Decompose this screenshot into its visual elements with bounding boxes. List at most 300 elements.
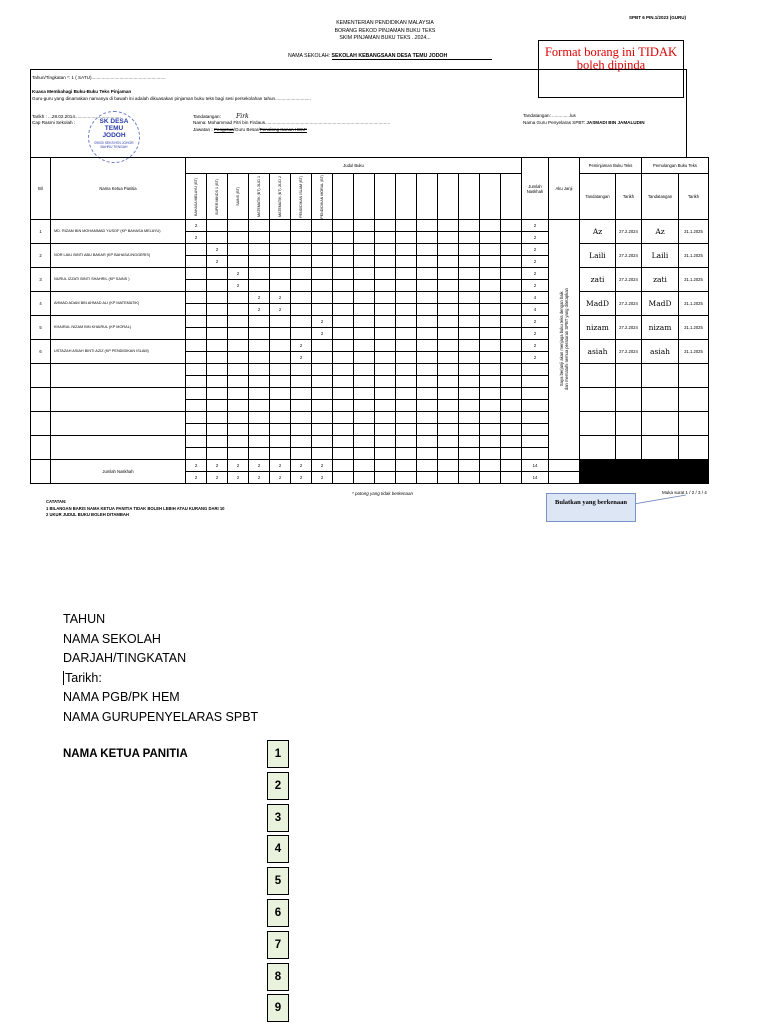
book-qty: [375, 352, 396, 364]
book-qty: [333, 244, 354, 256]
book-header: [375, 174, 396, 220]
book-qty: [291, 256, 312, 268]
row-pinjam-signature: [580, 436, 616, 460]
total-qty: 2: [207, 460, 228, 472]
book-qty: [228, 244, 249, 256]
book-qty: [228, 364, 249, 376]
book-qty: [333, 220, 354, 232]
row-jumlah: [522, 412, 549, 424]
row-bil: 4: [31, 292, 51, 316]
loan-table: [30, 157, 709, 484]
book-qty: [459, 232, 480, 244]
book-qty: [186, 304, 207, 316]
total-qty: 2: [186, 472, 207, 484]
book-qty: [186, 292, 207, 304]
book-qty: [186, 328, 207, 340]
row-pinjam-date: 27.2.2024: [616, 340, 642, 364]
row-pulang-date: 31.1.2025: [679, 292, 709, 316]
book-qty: [459, 268, 480, 280]
book-qty: [396, 400, 417, 412]
book-qty: [228, 232, 249, 244]
book-qty: [375, 220, 396, 232]
total-blank: [31, 460, 51, 484]
book-qty: [312, 304, 333, 316]
book-qty: [228, 424, 249, 436]
book-qty: [207, 364, 228, 376]
signature-left: Firk: [236, 113, 249, 120]
total-qty: [417, 472, 438, 484]
book-qty: [291, 328, 312, 340]
footnote: * potong yang tidak berkenaan: [352, 491, 414, 496]
book-qty: [417, 424, 438, 436]
book-qty: [207, 232, 228, 244]
book-qty: [333, 316, 354, 328]
book-qty: [291, 400, 312, 412]
book-qty: [270, 340, 291, 352]
book-qty: [501, 424, 522, 436]
book-qty: [480, 400, 501, 412]
table-row: [31, 364, 709, 376]
book-qty: [291, 280, 312, 292]
book-qty: [375, 268, 396, 280]
table-row: [31, 220, 709, 232]
row-pulang-date: 31.1.2025: [679, 244, 709, 268]
book-qty: [312, 376, 333, 388]
book-qty: [249, 256, 270, 268]
book-qty: [480, 364, 501, 376]
book-qty: [354, 328, 375, 340]
total-blackout: [642, 472, 679, 484]
book-qty: [438, 316, 459, 328]
book-qty: [186, 340, 207, 352]
row-pinjam-signature: nizam: [580, 316, 616, 340]
book-qty: [291, 448, 312, 460]
row-bil: [31, 364, 51, 388]
book-qty: [459, 220, 480, 232]
table-row: [31, 316, 709, 328]
book-qty: [375, 424, 396, 436]
book-qty: [228, 352, 249, 364]
total-akujanji: [549, 472, 580, 484]
row-nama: NOR LAILI BINTI ABU BAKAR (KP BAHASA INGGERIS): [51, 244, 186, 268]
total-qty: [396, 460, 417, 472]
book-qty: [480, 316, 501, 328]
total-qty: [480, 460, 501, 472]
book-qty: [396, 316, 417, 328]
book-qty: [501, 340, 522, 352]
total-qty: [459, 472, 480, 484]
book-qty: [396, 220, 417, 232]
book-qty: [375, 316, 396, 328]
book-qty: [249, 316, 270, 328]
book-qty: [291, 364, 312, 376]
row-pinjam-date: 27.2.2024: [616, 244, 642, 268]
book-qty: [354, 448, 375, 460]
row-pinjam-date: [616, 412, 642, 436]
book-qty: [480, 412, 501, 424]
row-jumlah: 2: [522, 244, 549, 256]
book-qty: [459, 352, 480, 364]
total-qty: [354, 472, 375, 484]
book-qty: [396, 340, 417, 352]
total-qty: 2: [249, 472, 270, 484]
book-qty: [417, 436, 438, 448]
book-qty: [291, 316, 312, 328]
book-qty: [501, 352, 522, 364]
book-qty: [480, 424, 501, 436]
row-pinjam-signature: asiah: [580, 340, 616, 364]
row-jumlah: 2: [522, 256, 549, 268]
book-qty: [438, 340, 459, 352]
book-qty: [354, 388, 375, 400]
book-qty: [501, 280, 522, 292]
book-qty: [417, 328, 438, 340]
book-qty: [186, 412, 207, 424]
tahun-line: Tahun/Tingkatan *: 1 ( SATU)..........................................................: [32, 75, 166, 80]
book-qty: [312, 424, 333, 436]
book-qty: [312, 340, 333, 352]
stamp-line-1: SK DESA: [99, 118, 129, 125]
book-header: [438, 174, 459, 220]
row-pulang-signature: Laili: [642, 244, 679, 268]
book-qty: [186, 424, 207, 436]
book-qty: [333, 412, 354, 424]
row-pulang-date: 31.1.2025: [679, 268, 709, 292]
total-qty: 2: [249, 460, 270, 472]
book-qty: [480, 280, 501, 292]
total-qty: 2: [228, 460, 249, 472]
row-jumlah: 2: [522, 328, 549, 340]
book-qty: [207, 412, 228, 424]
row-pulang-signature: zati: [642, 268, 679, 292]
school-value: SEKOLAH KEBANGSAAN DESA TEMU JODOH: [332, 53, 492, 60]
row-pinjam-signature: Az: [580, 220, 616, 244]
book-qty: [396, 376, 417, 388]
book-qty: [333, 364, 354, 376]
book-qty: [207, 304, 228, 316]
book-qty: [459, 304, 480, 316]
book-qty: [417, 268, 438, 280]
book-qty: [312, 268, 333, 280]
jawatan-pengetua: Pengetua: [213, 127, 234, 132]
number-cell: 8: [267, 963, 289, 991]
book-qty: [459, 256, 480, 268]
book-qty: [375, 232, 396, 244]
book-qty: [438, 244, 459, 256]
book-qty: [228, 436, 249, 448]
row-bil: 2: [31, 244, 51, 268]
book-qty: [333, 268, 354, 280]
book-qty: [270, 352, 291, 364]
book-qty: [249, 280, 270, 292]
total-qty: 2: [186, 460, 207, 472]
book-qty: [438, 256, 459, 268]
book-qty: [312, 412, 333, 424]
book-qty: [249, 244, 270, 256]
row-jumlah: [522, 364, 549, 376]
number-column: [267, 740, 289, 1026]
book-qty: [186, 376, 207, 388]
book-qty: [396, 328, 417, 340]
book-header: [417, 174, 438, 220]
book-qty: [375, 448, 396, 460]
row-pulang-date: [679, 412, 709, 436]
row-jumlah: [522, 388, 549, 400]
row-pinjam-date: 27.2.2024: [616, 292, 642, 316]
book-qty: [312, 364, 333, 376]
total-qty: 2: [207, 472, 228, 484]
book-qty: [354, 400, 375, 412]
book-qty: [249, 220, 270, 232]
book-qty: [270, 436, 291, 448]
book-qty: [207, 328, 228, 340]
book-qty: [480, 220, 501, 232]
guru-line: Guru-guru yang dinamakan namanya di bawah ini adalah dikuasakan pinjaman buku teks bagi sesi persekolahan tahun............................: [32, 96, 311, 101]
book-qty: [186, 448, 207, 460]
book-qty: [354, 244, 375, 256]
book-qty: [438, 220, 459, 232]
book-header: [354, 174, 375, 220]
book-qty: [228, 412, 249, 424]
row-bil: 1: [31, 220, 51, 244]
book-qty: [396, 268, 417, 280]
book-qty: [396, 304, 417, 316]
book-qty: [291, 232, 312, 244]
book-qty: [396, 256, 417, 268]
book-qty: [438, 268, 459, 280]
total-blackout: [679, 472, 709, 484]
total-qty: [333, 460, 354, 472]
row-jumlah: 2: [522, 316, 549, 328]
book-header: SUPER MINDS 1 (BT): [207, 174, 228, 220]
book-qty: [228, 400, 249, 412]
row-bil: [31, 388, 51, 412]
book-qty: [501, 316, 522, 328]
number-cell: 5: [267, 867, 289, 895]
book-qty: [333, 292, 354, 304]
book-qty: [459, 292, 480, 304]
book-qty: [417, 388, 438, 400]
book-qty: [480, 436, 501, 448]
total-blackout: [616, 460, 642, 472]
book-qty: [207, 448, 228, 460]
total-qty: 2: [291, 472, 312, 484]
book-qty: 2: [312, 316, 333, 328]
row-bil: 3: [31, 268, 51, 292]
field-nama-guru: NAMA GURUPENYELARAS SPBT: [63, 709, 259, 724]
book-qty: [186, 352, 207, 364]
header-line-ministry: KEMENTERIAN PENDIDIKAN MALAYSIA: [336, 20, 434, 26]
book-qty: [228, 376, 249, 388]
school-label: NAMA SEKOLAH:: [288, 53, 331, 59]
book-qty: [333, 448, 354, 460]
book-qty: [291, 376, 312, 388]
panitia-label: NAMA KETUA PANITIA: [63, 748, 188, 760]
number-cell: 7: [267, 931, 289, 959]
book-qty: [417, 244, 438, 256]
row-pulang-signature: [642, 388, 679, 412]
row-nama: [51, 412, 186, 436]
field-nama-sekolah: NAMA SEKOLAH: [63, 631, 161, 646]
row-jumlah: [522, 448, 549, 460]
book-qty: [333, 304, 354, 316]
row-jumlah: [522, 400, 549, 412]
jawatan-pk-hem: Penolong Kanan HEM*: [259, 127, 307, 132]
book-qty: [501, 304, 522, 316]
row-bil: 5: [31, 316, 51, 340]
book-qty: [459, 412, 480, 424]
book-qty: [480, 340, 501, 352]
field-list: [63, 610, 258, 727]
book-qty: [354, 412, 375, 424]
total-row: [31, 460, 709, 472]
book-header: BAHASA MELAYU (BT): [186, 174, 207, 220]
total-qty: [459, 460, 480, 472]
book-qty: 2: [249, 292, 270, 304]
book-header: [480, 174, 501, 220]
book-qty: [354, 256, 375, 268]
book-qty: [501, 376, 522, 388]
book-qty: [417, 292, 438, 304]
book-qty: [438, 400, 459, 412]
book-qty: [312, 448, 333, 460]
total-qty: [438, 460, 459, 472]
row-pulang-date: 31.1.2025: [679, 220, 709, 244]
book-qty: [207, 268, 228, 280]
row-nama: [51, 388, 186, 412]
book-qty: [333, 388, 354, 400]
book-qty: [291, 388, 312, 400]
row-pulang-date: 31.1.2025: [679, 316, 709, 340]
row-nama: USTAZAH ASIAH BINTI AZIZ (KP PENDIDIKAN ISLAM): [51, 340, 186, 364]
table-row: [31, 388, 709, 400]
jawatan-line: [193, 127, 307, 133]
row-jumlah: 2: [522, 268, 549, 280]
book-qty: [501, 256, 522, 268]
total-qty: [396, 472, 417, 484]
row-nama: KHAIRUL NIZAM BIN KHAIRUL (KP MORAL): [51, 316, 186, 340]
book-qty: [396, 436, 417, 448]
book-qty: [249, 268, 270, 280]
book-qty: [480, 256, 501, 268]
book-qty: [501, 244, 522, 256]
book-qty: [396, 448, 417, 460]
total-blackout: [580, 460, 616, 472]
col-jumlah-header: Jumlah Naskhah: [522, 158, 549, 220]
book-qty: [186, 280, 207, 292]
book-qty: [501, 412, 522, 424]
book-qty: [417, 220, 438, 232]
book-qty: [228, 304, 249, 316]
total-qty: [375, 460, 396, 472]
book-qty: [354, 232, 375, 244]
book-qty: [396, 364, 417, 376]
book-qty: [396, 232, 417, 244]
book-qty: [396, 280, 417, 292]
total-akujanji: [549, 460, 580, 472]
book-qty: [207, 388, 228, 400]
row-jumlah: [522, 424, 549, 436]
book-qty: [354, 280, 375, 292]
book-qty: [438, 376, 459, 388]
total-blackout: [580, 472, 616, 484]
book-qty: [312, 280, 333, 292]
total-jumlah: 14: [522, 460, 549, 472]
row-jumlah: 2: [522, 220, 549, 232]
row-nama: AHMAD ADAM BIN AHMAD ALI (KP MATEMATIK): [51, 292, 186, 316]
total-qty: [480, 472, 501, 484]
book-qty: [375, 256, 396, 268]
book-qty: [228, 316, 249, 328]
book-qty: [333, 436, 354, 448]
stamp-small-text: 09000 SEKSYEN JOHOR BAHRU TENGAH: [94, 141, 134, 149]
book-qty: [186, 436, 207, 448]
row-jumlah: 2: [522, 280, 549, 292]
table-row: [31, 340, 709, 352]
book-qty: [480, 448, 501, 460]
book-qty: [417, 280, 438, 292]
book-qty: [480, 268, 501, 280]
book-qty: [480, 304, 501, 316]
akujanji-text: Saya berjanji akan menjaga buku teks dengan baik dan mematuhi semua peraturan SPBT yang ditetapkan: [559, 288, 569, 391]
nama-left-line: Nama: Mohammad Fitri bin Firdaus..................................................................................................: [193, 120, 391, 125]
book-qty: [312, 388, 333, 400]
book-qty: [417, 316, 438, 328]
book-qty: [249, 424, 270, 436]
row-jumlah: [522, 376, 549, 388]
book-qty: [396, 412, 417, 424]
total-blackout: [679, 460, 709, 472]
book-header: [333, 174, 354, 220]
book-qty: [291, 304, 312, 316]
book-qty: [333, 352, 354, 364]
book-qty: [480, 376, 501, 388]
book-qty: [459, 364, 480, 376]
book-qty: [312, 400, 333, 412]
book-qty: [333, 376, 354, 388]
book-qty: [501, 448, 522, 460]
book-qty: [417, 256, 438, 268]
book-qty: [438, 436, 459, 448]
book-qty: [501, 400, 522, 412]
book-qty: [396, 352, 417, 364]
number-cell: 9: [267, 994, 289, 1022]
book-qty: [333, 340, 354, 352]
stamp-line-2: TEMU: [104, 125, 124, 132]
book-qty: [354, 340, 375, 352]
book-qty: [312, 220, 333, 232]
book-qty: [270, 448, 291, 460]
book-qty: [207, 292, 228, 304]
book-qty: [207, 220, 228, 232]
book-qty: [186, 364, 207, 376]
total-jumlah: 14: [522, 472, 549, 484]
book-qty: 2: [270, 292, 291, 304]
book-qty: [480, 232, 501, 244]
row-pinjam-date: 27.2.2024: [616, 220, 642, 244]
row-bil: 6: [31, 340, 51, 364]
book-qty: [417, 304, 438, 316]
book-qty: [438, 388, 459, 400]
total-qty: [375, 472, 396, 484]
notes: [46, 499, 225, 519]
book-qty: [375, 436, 396, 448]
total-qty: [501, 472, 522, 484]
school-stamp: [88, 111, 140, 163]
jawatan-prefix: Jawatan :: [193, 127, 214, 132]
book-qty: [270, 424, 291, 436]
book-qty: [375, 388, 396, 400]
